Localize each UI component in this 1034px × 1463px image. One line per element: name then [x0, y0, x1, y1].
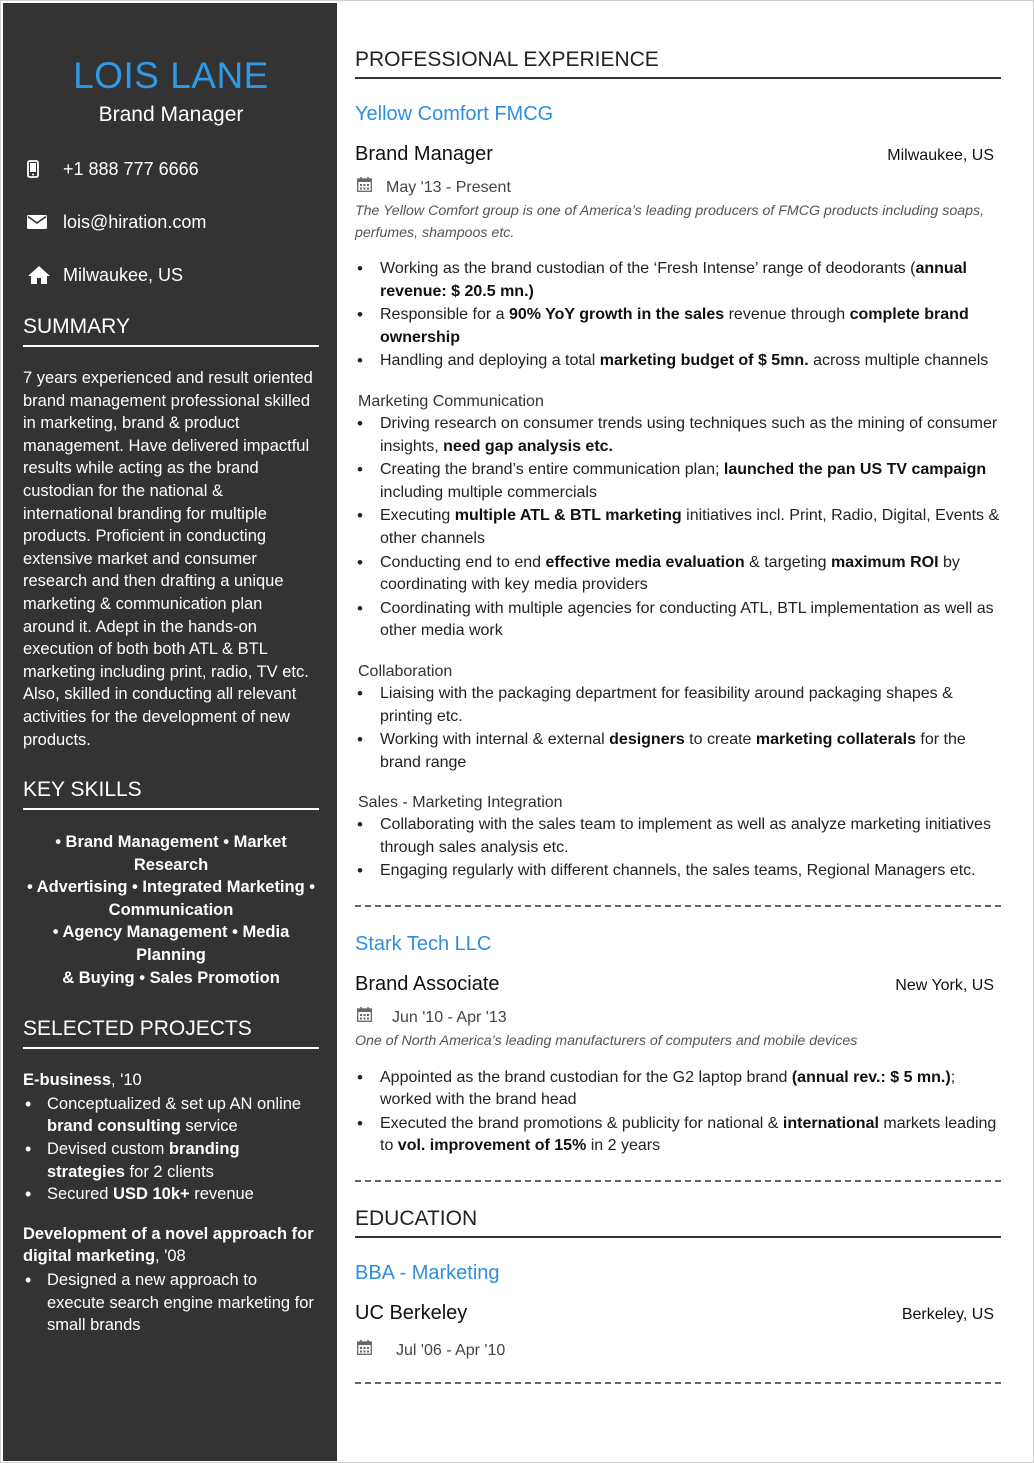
education-heading: EDUCATION — [355, 1206, 1001, 1238]
job-bullets — [355, 683, 1001, 774]
job-location: New York, US — [895, 977, 994, 995]
company-description: One of North America’s leading manufacturers of computers and mobile devices — [355, 1033, 858, 1050]
job-bullets — [355, 814, 1001, 883]
list-item: • Responsible for a 90% YoY growth in the sales revenue through complete brand ownership — [355, 304, 1001, 349]
job-title: Brand Manager — [355, 143, 493, 165]
job-title: Brand Associate — [355, 973, 500, 996]
contact-location — [23, 262, 319, 288]
calendar-icon — [357, 177, 372, 199]
mail-icon — [23, 210, 63, 234]
skills-line: • Brand Management • Market Research — [55, 833, 287, 874]
skills-line: • Agency Management • Media Planning — [52, 923, 290, 965]
summary-text: 7 years experienced and result oriented brand management professional skilled in marketing, brand & product management. Have delivered impactful results while acting as the brand custodian for the national & international branding for multiple products. Proficient in conducting extensive market and consumer research and then drafting a unique marketing & communication plan around it. Adept in the hands-on execution of both both ATL & BTL marketing including print, radio, TV etc. Also, skilled in conducting all relevant activities for the development of new products. — [23, 369, 313, 749]
skills-line: Communication — [108, 900, 234, 919]
date-range: May '13 - Present — [386, 179, 511, 196]
skills-list — [23, 831, 319, 989]
sidebar — [3, 3, 337, 1461]
skills-line: & Buying • Sales Promotion — [62, 968, 280, 987]
skills-line: • Advertising • Integrated Marketing • — [26, 878, 316, 897]
job-bullets — [355, 258, 1001, 373]
list-item: • Coordinating with multiple agencies for conducting ATL, BTL implementation as well as other media work — [355, 598, 1001, 643]
summary-heading: SUMMARY — [23, 315, 319, 347]
projects-heading: SELECTED PROJECTS — [23, 1017, 319, 1049]
school-name: UC Berkeley — [355, 1301, 468, 1324]
phone-icon — [23, 157, 63, 181]
contact-phone — [23, 156, 319, 182]
project-name: E-business — [23, 1071, 112, 1090]
job-location: Milwaukee, US — [887, 147, 994, 164]
date-range: Jun '10 - Apr '13 — [392, 1009, 507, 1027]
project-name: Development of a novel approach for digital marketing — [23, 1224, 314, 1266]
dashed-divider — [355, 1180, 1001, 1182]
subsection-heading: Marketing Communication — [358, 392, 544, 410]
degree-name: BBA - Marketing — [355, 1261, 500, 1284]
date-range: Jul '06 - Apr '10 — [396, 1341, 506, 1359]
job-dates — [355, 1007, 1001, 1029]
job-bullets — [355, 1067, 1001, 1158]
subsection-heading: Collaboration — [358, 662, 453, 680]
location-text: Milwaukee, US — [63, 264, 184, 285]
list-item: • Appointed as the brand custodian for the G2 laptop brand (annual rev.: $ 5 mn.); worked with the brand head — [355, 1067, 1001, 1112]
list-item: • Liaising with the packaging department for feasibility around packaging shapes & printing etc. — [355, 683, 1001, 728]
dashed-divider — [355, 905, 1001, 907]
home-icon — [23, 263, 63, 287]
list-item: • Working as the brand custodian of the ‘Fresh Intense’ range of deodorants (annual revenue: $ 20.5 mn.) — [355, 258, 1001, 303]
project-bullets — [23, 1093, 319, 1206]
list-item: • Executing multiple ATL & BTL marketing initiatives incl. Print, Radio, Digital, Events & other channels — [355, 505, 1001, 550]
list-item: • Working with internal & external designers to create marketing collaterals for the brand range — [355, 729, 1001, 774]
skills-heading: KEY SKILLS — [23, 778, 319, 810]
list-item: • Designed a new approach to execute search engine marketing for small brands — [23, 1269, 319, 1337]
company-description: The Yellow Comfort group is one of America’s leading producers of FMCG products including soaps, perfumes, shampoos etc. — [355, 203, 985, 241]
candidate-name: LOIS LANE — [73, 55, 269, 96]
contact-list — [23, 156, 319, 288]
email-address: lois@hiration.com — [63, 211, 207, 232]
list-item: • Secured USD 10k+ revenue — [23, 1183, 319, 1206]
dashed-divider — [355, 1382, 1001, 1384]
project-year: , '08 — [155, 1247, 186, 1266]
job-bullets — [355, 413, 1001, 643]
list-item: • Collaborating with the sales team to implement as well as analyze marketing initiatives through sales analysis etc. — [355, 814, 1001, 859]
list-item: • Devised custom branding strategies for 2 clients — [23, 1138, 319, 1183]
company-name: Stark Tech LLC — [355, 933, 492, 956]
education-header — [355, 1300, 1001, 1326]
main-column — [355, 1, 1001, 1384]
list-item: • Engaging regularly with different channels, the sales teams, Regional Managers etc. — [355, 860, 1001, 883]
experience-heading: PROFESSIONAL EXPERIENCE — [355, 47, 1001, 79]
school-location: Berkeley, US — [901, 1305, 994, 1323]
subsection-heading: Sales - Marketing Integration — [358, 794, 563, 812]
project-title — [23, 1069, 319, 1092]
project-title — [23, 1223, 319, 1268]
project-bullets — [23, 1269, 319, 1337]
job-header — [355, 971, 1001, 997]
candidate-role: Brand Manager — [98, 103, 244, 126]
list-item: • Conceptualized & set up AN online brand consulting service — [23, 1093, 319, 1138]
project-year: , '10 — [111, 1071, 142, 1090]
company-name: Yellow Comfort FMCG — [355, 103, 554, 125]
job-dates — [355, 177, 1001, 199]
list-item: • Driving research on consumer trends using techniques such as the mining of consumer insights, need gap analysis etc. — [355, 413, 1001, 458]
phone-number: +1 888 777 6666 — [63, 158, 199, 179]
list-item: • Executed the brand promotions & publicity for national & international markets leading to vol. improvement of 15% in 2 years — [355, 1113, 1001, 1158]
education-dates — [355, 1340, 1001, 1362]
contact-email — [23, 209, 319, 235]
list-item: • Handling and deploying a total marketing budget of $ 5mn. across multiple channels — [355, 350, 1001, 373]
job-header — [355, 141, 1001, 167]
calendar-icon — [357, 1007, 372, 1029]
calendar-icon — [357, 1340, 372, 1362]
list-item: • Conducting end to end effective media evaluation & targeting maximum ROI by coordinating with key media providers — [355, 552, 1001, 597]
list-item: • Creating the brand’s entire communication plan; launched the pan US TV campaign including multiple commercials — [355, 459, 1001, 504]
